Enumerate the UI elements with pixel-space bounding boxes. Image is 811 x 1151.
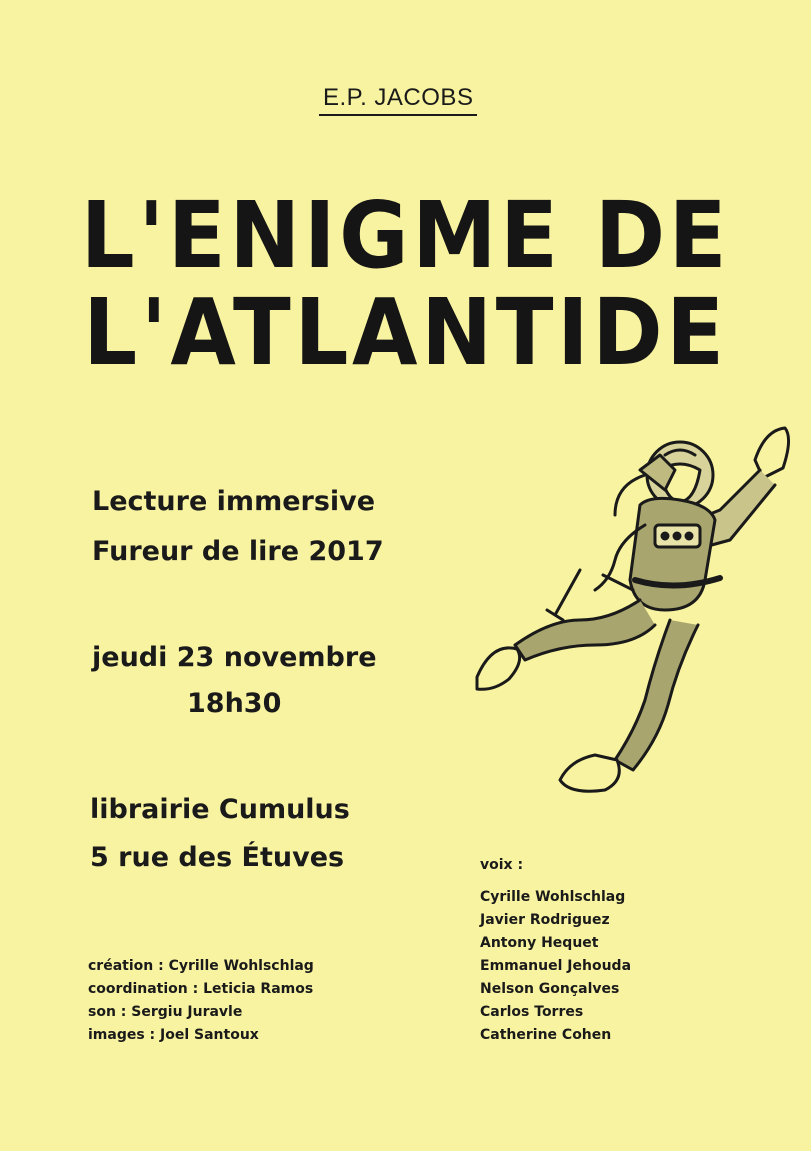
event-date: jeudi 23 novembre [92, 642, 377, 673]
left-leg [515, 600, 655, 660]
credit-coordination: coordination : Leticia Ramos [88, 981, 314, 997]
credit-sound: son : Sergiu Juravle [88, 1004, 243, 1020]
voice-name: Javier Rodriguez [480, 912, 610, 928]
right-boot [560, 755, 619, 791]
tool [547, 570, 580, 620]
event-venue: librairie Cumulus [90, 794, 350, 825]
voice-name: Cyrille Wohlschlag [480, 889, 626, 905]
voice-name: Antony Hequet [480, 935, 599, 951]
credit-images: images : Joel Santoux [88, 1027, 259, 1043]
voice-name: Catherine Cohen [480, 1027, 612, 1043]
voice-name: Nelson Gonçalves [480, 981, 620, 997]
voice-name: Emmanuel Jehouda [480, 958, 632, 974]
left-boot [477, 648, 520, 689]
title-line-1: L'ENIGME DE [80, 182, 731, 289]
right-leg [615, 620, 698, 770]
diver-illustration [455, 415, 805, 800]
event-subtitle-2: Fureur de lire 2017 [92, 536, 384, 567]
author-name: E.P. JACOBS [319, 84, 477, 116]
torso [630, 498, 715, 610]
event-time: 18h30 [187, 688, 282, 719]
event-subtitle-1: Lecture immersive [92, 486, 376, 517]
title-line-2: L'ATLANTIDE [83, 279, 728, 386]
event-address: 5 rue des Étuves [90, 842, 345, 873]
voice-name: Carlos Torres [480, 1004, 584, 1020]
credit-creation: création : Cyrille Wohlschlag [88, 958, 314, 974]
voices-label: voix : [480, 857, 524, 873]
